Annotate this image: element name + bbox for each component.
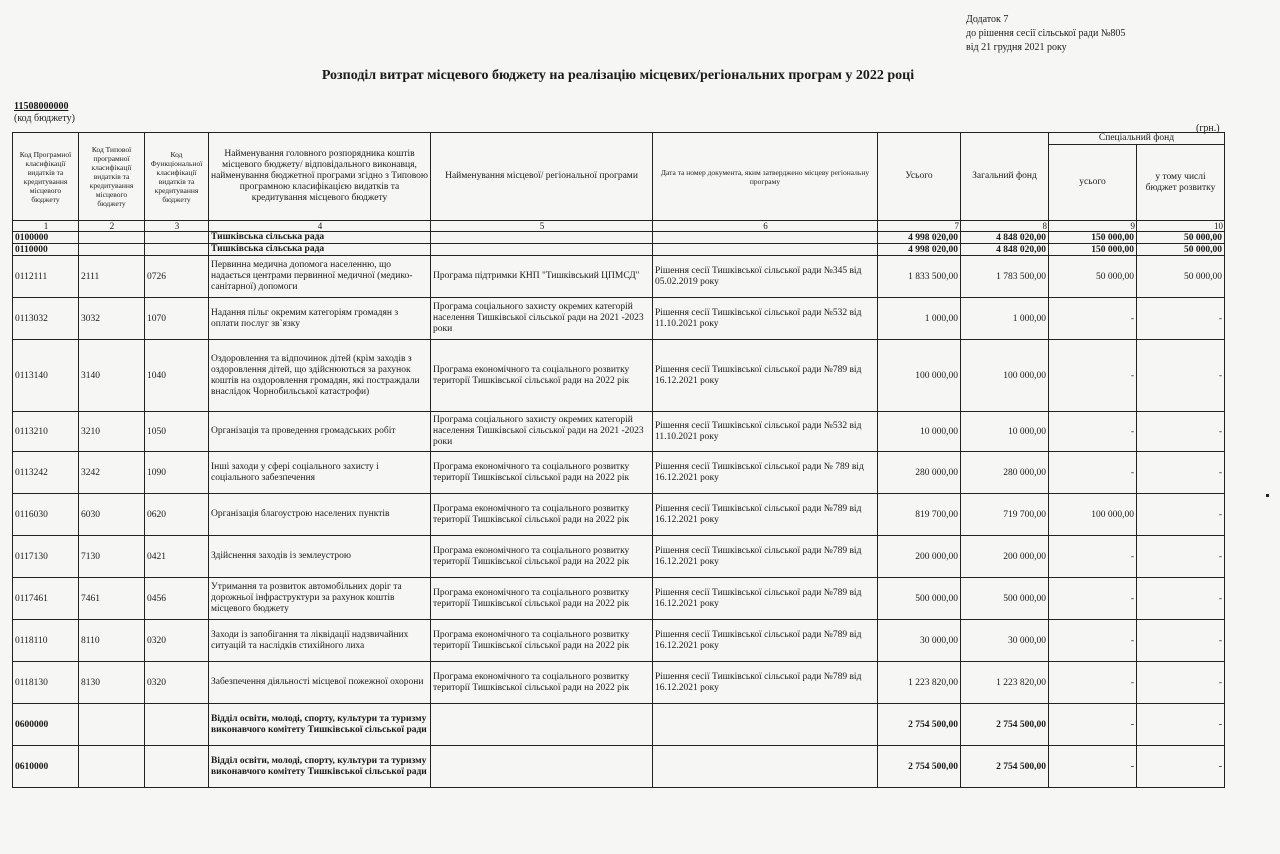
- header-total: Усього: [878, 133, 961, 221]
- general-fund-cell: 1 223 820,00: [961, 662, 1049, 704]
- program-title-cell: Утримання та розвиток автомобільних доріг та дорожньої інфраструктури за рахунок коштів місцевого бюджету: [209, 578, 431, 620]
- program-title-cell: Інші заходи у сфері соціального захисту і соціального забезпечення: [209, 452, 431, 494]
- program-title-cell: Забезпечення діяльності місцевої пожежної охорони: [209, 662, 431, 704]
- col-number: 8: [961, 221, 1049, 232]
- typical-code-cell: 3242: [79, 452, 145, 494]
- col-number: 10: [1137, 221, 1225, 232]
- document-cell: Рішення сесії Тишківської сільської ради №789 від 16.12.2021 року: [653, 494, 878, 536]
- local-program-cell: [431, 704, 653, 746]
- table-row: [13, 256, 1225, 298]
- scan-mark: [1266, 494, 1269, 497]
- col-number: 2: [79, 221, 145, 232]
- typical-code-cell: 3140: [79, 340, 145, 412]
- document-title: Розподіл витрат місцевого бюджету на реалізацію місцевих/регіональних програм у 2022 році: [321, 68, 915, 83]
- program-code-cell: 0118110: [13, 620, 79, 662]
- special-fund-cell: 150 000,00: [1049, 244, 1137, 256]
- typical-code-cell: 7130: [79, 536, 145, 578]
- col-number: 9: [1049, 221, 1137, 232]
- local-program-cell: [431, 232, 653, 244]
- program-title-cell: Організація та проведення громадських робіт: [209, 412, 431, 452]
- col-number: 6: [653, 221, 878, 232]
- general-fund-cell: 4 848 020,00: [961, 244, 1049, 256]
- document-cell: [653, 746, 878, 788]
- total-cell: 1 000,00: [878, 298, 961, 340]
- functional-code-cell: 0620: [145, 494, 209, 536]
- development-budget-cell: -: [1137, 298, 1225, 340]
- typical-code-cell: [79, 746, 145, 788]
- special-fund-cell: -: [1049, 298, 1137, 340]
- local-program-cell: Програма економічного та соціального розвитку території Тишківської сільської ради на 2022 рік: [431, 620, 653, 662]
- local-program-cell: Програма підтримки КНП "Тишківський ЦПМСД": [431, 256, 653, 298]
- special-fund-cell: -: [1049, 340, 1137, 412]
- program-title-cell: Первинна медична допомога населенню, що надається центрами первинної медичної (медико-санітарної) допомоги: [209, 256, 431, 298]
- local-program-cell: [431, 244, 653, 256]
- functional-code-cell: 1040: [145, 340, 209, 412]
- development-budget-cell: -: [1137, 746, 1225, 788]
- typical-code-cell: 6030: [79, 494, 145, 536]
- special-fund-cell: -: [1049, 452, 1137, 494]
- general-fund-cell: 1 000,00: [961, 298, 1049, 340]
- total-cell: 10 000,00: [878, 412, 961, 452]
- table-row: [13, 412, 1225, 452]
- development-budget-cell: -: [1137, 340, 1225, 412]
- development-budget-cell: -: [1137, 452, 1225, 494]
- total-cell: 1 833 500,00: [878, 256, 961, 298]
- program-code-cell: 0100000: [13, 232, 79, 244]
- typical-code-cell: 2111: [79, 256, 145, 298]
- program-code-cell: 0113242: [13, 452, 79, 494]
- total-cell: 500 000,00: [878, 578, 961, 620]
- general-fund-cell: 500 000,00: [961, 578, 1049, 620]
- functional-code-cell: 1050: [145, 412, 209, 452]
- table-row: [13, 662, 1225, 704]
- table-row: [13, 244, 1225, 256]
- local-program-cell: Програма соціального захисту окремих категорій населення Тишківської сільської ради на 2021 -2023 роки: [431, 412, 653, 452]
- program-code-cell: 0113210: [13, 412, 79, 452]
- typical-code-cell: 7461: [79, 578, 145, 620]
- general-fund-cell: 2 754 500,00: [961, 746, 1049, 788]
- general-fund-cell: 200 000,00: [961, 536, 1049, 578]
- functional-code-cell: 0320: [145, 662, 209, 704]
- development-budget-cell: 50 000,00: [1137, 232, 1225, 244]
- typical-code-cell: 3032: [79, 298, 145, 340]
- program-code-cell: 0112111: [13, 256, 79, 298]
- document-cell: [653, 244, 878, 256]
- total-cell: 1 223 820,00: [878, 662, 961, 704]
- program-title-cell: Тишківська сільська рада: [209, 244, 431, 256]
- local-program-cell: Програма економічного та соціального розвитку території Тишківської сільської ради на 2022 рік: [431, 578, 653, 620]
- col-number: 5: [431, 221, 653, 232]
- program-title-cell: Оздоровлення та відпочинок дітей (крім заходів з оздоровлення дітей, що здійснюються за рахунок коштів на оздоровлення громадян, які постраждали внаслідок Чорнобильської катастрофи): [209, 340, 431, 412]
- table-row: [13, 452, 1225, 494]
- total-cell: 819 700,00: [878, 494, 961, 536]
- total-cell: 30 000,00: [878, 620, 961, 662]
- header-development-budget: у тому числі бюджет розвитку: [1137, 145, 1225, 221]
- table-row: [13, 536, 1225, 578]
- table-row: [13, 340, 1225, 412]
- col-number: 7: [878, 221, 961, 232]
- functional-code-cell: 1090: [145, 452, 209, 494]
- functional-code-cell: 0320: [145, 620, 209, 662]
- general-fund-cell: 280 000,00: [961, 452, 1049, 494]
- header-manager-name: Найменування головного розпорядника коштів місцевого бюджету/ відповідального виконавця, найменування бюджетної програми згідно з Типовою програмною класифікацією видатків та кредитування місцевого бюджету: [209, 133, 431, 221]
- development-budget-cell: -: [1137, 704, 1225, 746]
- general-fund-cell: 719 700,00: [961, 494, 1049, 536]
- col-number: 3: [145, 221, 209, 232]
- program-code-cell: 0116030: [13, 494, 79, 536]
- development-budget-cell: -: [1137, 494, 1225, 536]
- functional-code-cell: [145, 704, 209, 746]
- header-document: Дата та номер документа, яким затверджено місцеву регіональну програму: [653, 133, 878, 221]
- functional-code-cell: 1070: [145, 298, 209, 340]
- total-cell: 2 754 500,00: [878, 704, 961, 746]
- document-cell: Рішення сесії Тишківської сільської ради №789 від 16.12.2021 року: [653, 620, 878, 662]
- local-program-cell: Програма соціального захисту окремих категорій населення Тишківської сільської ради на 2021 -2023 роки: [431, 298, 653, 340]
- local-program-cell: Програма економічного та соціального розвитку території Тишківської сільської ради на 2022 рік: [431, 494, 653, 536]
- header-functional-code: Код Функціональної класифікації видатків та кредитування бюджету: [145, 133, 209, 221]
- development-budget-cell: -: [1137, 620, 1225, 662]
- header-special-total: усього: [1049, 145, 1137, 221]
- local-program-cell: Програма економічного та соціального розвитку території Тишківської сільської ради на 2022 рік: [431, 536, 653, 578]
- col-number: 4: [209, 221, 431, 232]
- general-fund-cell: 30 000,00: [961, 620, 1049, 662]
- program-title-cell: Надання пільг окремим категоріям громадян з оплати послуг зв`язку: [209, 298, 431, 340]
- header-program-code: Код Програмної класифікації видатків та кредитування місцевого бюджету: [13, 133, 79, 221]
- development-budget-cell: 50 000,00: [1137, 256, 1225, 298]
- program-code-cell: 0113140: [13, 340, 79, 412]
- special-fund-cell: 50 000,00: [1049, 256, 1137, 298]
- table-row: [13, 298, 1225, 340]
- local-program-cell: Програма економічного та соціального розвитку території Тишківської сільської ради на 2022 рік: [431, 662, 653, 704]
- special-fund-cell: -: [1049, 620, 1137, 662]
- typical-code-cell: 8130: [79, 662, 145, 704]
- program-code-cell: 0118130: [13, 662, 79, 704]
- program-code-cell: 0117130: [13, 536, 79, 578]
- document-cell: Рішення сесії Тишківської сільської ради №789 від 16.12.2021 року: [653, 536, 878, 578]
- program-title-cell: Відділ освіти, молоді, спорту, культури та туризму виконавчого комітету Тишківської сільської ради: [209, 704, 431, 746]
- general-fund-cell: 4 848 020,00: [961, 232, 1049, 244]
- header-general-fund: Загальний фонд: [961, 133, 1049, 221]
- document-cell: Рішення сесії Тишківської сільської ради №789 від 16.12.2021 року: [653, 340, 878, 412]
- local-program-cell: [431, 746, 653, 788]
- functional-code-cell: 0421: [145, 536, 209, 578]
- table-row: [13, 494, 1225, 536]
- total-cell: 4 998 020,00: [878, 244, 961, 256]
- development-budget-cell: -: [1137, 536, 1225, 578]
- program-title-cell: Здійснення заходів із землеустрою: [209, 536, 431, 578]
- annex-note: [966, 13, 1125, 55]
- table-row: [13, 232, 1225, 244]
- typical-code-cell: [79, 232, 145, 244]
- local-program-cell: Програма економічного та соціального розвитку території Тишківської сільської ради на 2022 рік: [431, 452, 653, 494]
- functional-code-cell: 0726: [145, 256, 209, 298]
- total-cell: 100 000,00: [878, 340, 961, 412]
- typical-code-cell: [79, 704, 145, 746]
- budget-code-label: (код бюджету): [14, 113, 75, 124]
- special-fund-cell: -: [1049, 704, 1137, 746]
- total-cell: 2 754 500,00: [878, 746, 961, 788]
- document-cell: [653, 232, 878, 244]
- program-code-cell: 0610000: [13, 746, 79, 788]
- units-label: (грн.): [1196, 123, 1220, 134]
- program-code-cell: 0600000: [13, 704, 79, 746]
- program-title-cell: Тишківська сільська рада: [209, 232, 431, 244]
- development-budget-cell: -: [1137, 412, 1225, 452]
- table-row: [13, 620, 1225, 662]
- general-fund-cell: 10 000,00: [961, 412, 1049, 452]
- program-title-cell: Організація благоустрою населених пунктів: [209, 494, 431, 536]
- table-row: [13, 578, 1225, 620]
- development-budget-cell: -: [1137, 578, 1225, 620]
- document-cell: [653, 704, 878, 746]
- table-body: [13, 221, 1225, 788]
- document-cell: Рішення сесії Тишківської сільської ради №345 від 05.02.2019 року: [653, 256, 878, 298]
- table-row: [13, 704, 1225, 746]
- budget-code: 11508000000: [14, 101, 69, 112]
- program-code-cell: 0117461: [13, 578, 79, 620]
- special-fund-cell: -: [1049, 536, 1137, 578]
- general-fund-cell: 1 783 500,00: [961, 256, 1049, 298]
- development-budget-cell: 50 000,00: [1137, 244, 1225, 256]
- header-typical-code: Код Типової програмної класифікації видатків та кредитування місцевого бюджету: [79, 133, 145, 221]
- header-program-name: Найменування місцевої/ регіональної програми: [431, 133, 653, 221]
- document-cell: Рішення сесії Тишківської сільської ради №789 від 16.12.2021 року: [653, 578, 878, 620]
- functional-code-cell: [145, 746, 209, 788]
- table-row: [13, 746, 1225, 788]
- column-number-row: [13, 221, 1225, 232]
- annex-line-3: від 21 грудня 2021 року: [966, 42, 1067, 53]
- annex-line-1: Додаток 7: [966, 14, 1009, 25]
- development-budget-cell: -: [1137, 662, 1225, 704]
- program-title-cell: Відділ освіти, молоді, спорту, культури та туризму виконавчого комітету Тишківської сільської ради: [209, 746, 431, 788]
- total-cell: 4 998 020,00: [878, 232, 961, 244]
- general-fund-cell: 2 754 500,00: [961, 704, 1049, 746]
- typical-code-cell: [79, 244, 145, 256]
- functional-code-cell: [145, 244, 209, 256]
- document-cell: Рішення сесії Тишківської сільської ради №532 від 11.10.2021 року: [653, 298, 878, 340]
- special-fund-cell: -: [1049, 746, 1137, 788]
- document-cell: Рішення сесії Тишківської сільської ради №789 від 16.12.2021 року: [653, 662, 878, 704]
- special-fund-cell: 150 000,00: [1049, 232, 1137, 244]
- document-cell: Рішення сесії Тишківської сільської ради № 789 від 16.12.2021 року: [653, 452, 878, 494]
- program-code-cell: 0113032: [13, 298, 79, 340]
- program-code-cell: 0110000: [13, 244, 79, 256]
- header-special-fund: Спеціальний фонд: [1049, 133, 1225, 145]
- special-fund-cell: 100 000,00: [1049, 494, 1137, 536]
- budget-table: [12, 132, 1225, 788]
- program-title-cell: Заходи із запобігання та ліквідації надзвичайних ситуацій та наслідків стихійного лиха: [209, 620, 431, 662]
- functional-code-cell: [145, 232, 209, 244]
- special-fund-cell: -: [1049, 662, 1137, 704]
- local-program-cell: Програма економічного та соціального розвитку території Тишківської сільської ради на 2022 рік: [431, 340, 653, 412]
- total-cell: 200 000,00: [878, 536, 961, 578]
- col-number: 1: [13, 221, 79, 232]
- document-cell: Рішення сесії Тишківської сільської ради №532 від 11.10.2021 року: [653, 412, 878, 452]
- total-cell: 280 000,00: [878, 452, 961, 494]
- special-fund-cell: -: [1049, 578, 1137, 620]
- typical-code-cell: 8110: [79, 620, 145, 662]
- general-fund-cell: 100 000,00: [961, 340, 1049, 412]
- annex-line-2: до рішення сесії сільської ради №805: [966, 28, 1126, 39]
- special-fund-cell: -: [1049, 412, 1137, 452]
- functional-code-cell: 0456: [145, 578, 209, 620]
- typical-code-cell: 3210: [79, 412, 145, 452]
